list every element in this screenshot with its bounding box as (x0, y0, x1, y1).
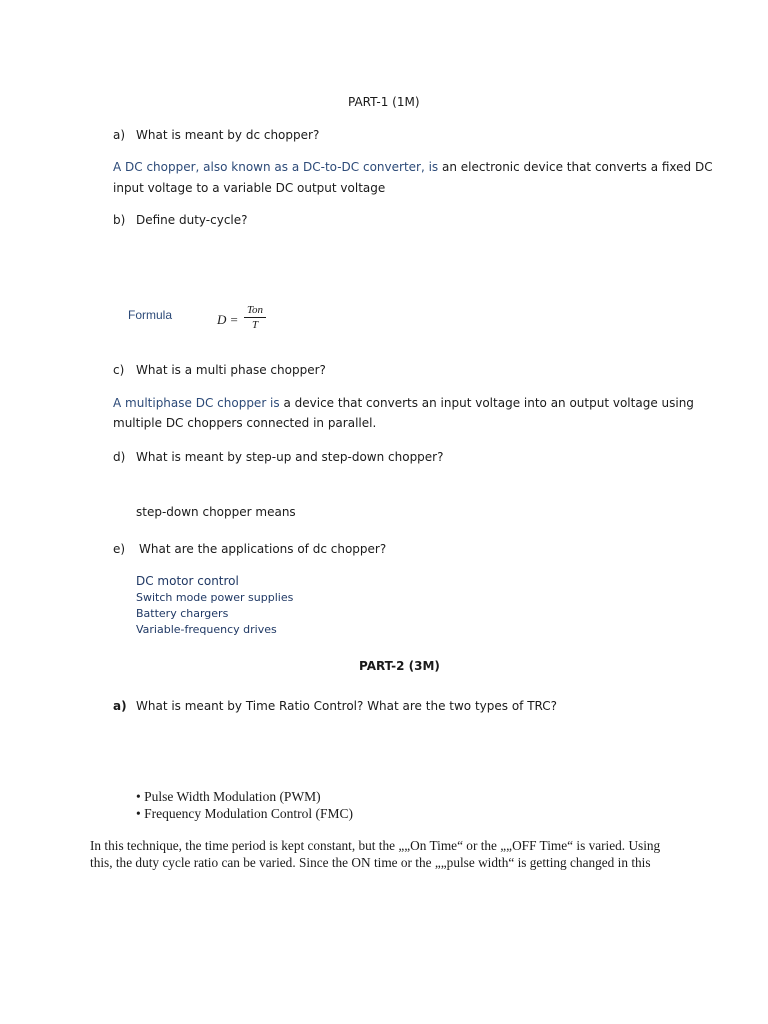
fraction-bar (244, 317, 266, 318)
answer-a-line2: input voltage to a variable DC output voltage (113, 181, 386, 195)
question-text: What is meant by Time Ratio Control? What are the two types of TRC? (136, 699, 558, 713)
part2-heading: PART-2 (3M) (359, 659, 440, 673)
question-c (113, 363, 326, 377)
question-text: What is meant by step-up and step-down chopper? (136, 450, 444, 464)
question-text: Define duty-cycle? (136, 213, 248, 227)
part1-heading: PART-1 (1M) (348, 95, 420, 109)
application-item: Variable-frequency drives (136, 623, 277, 636)
answer-c-line1 (113, 396, 694, 410)
application-item: Battery chargers (136, 607, 229, 620)
question-label: c) (113, 363, 125, 377)
formula-lhs: D = (217, 312, 239, 327)
question-d (113, 450, 444, 464)
answer-a-line1 (113, 160, 713, 174)
formula-numerator: Ton (246, 304, 264, 316)
question-label: b) (113, 213, 126, 227)
formula-denominator: T (251, 319, 259, 331)
question-a (113, 128, 319, 142)
question-text: What is meant by dc chopper? (136, 128, 320, 142)
answer-d: step-down chopper means (136, 505, 296, 519)
trc-type-item: • Frequency Modulation Control (FMC) (136, 806, 353, 821)
question-text: What is a multi phase chopper? (136, 363, 326, 377)
answer-c-line2: multiple DC choppers connected in parallel. (113, 416, 377, 430)
paragraph-line: In this technique, the time period is kept constant, but the „„On Time“ or the „„OFF Time“ is varied. Using (90, 838, 661, 853)
answer-text: a device that converts an input voltage into an output voltage using (279, 396, 694, 410)
trc-type-item: • Pulse Width Modulation (PWM) (136, 789, 321, 804)
answer-text: an electronic device that converts a fixed DC (438, 160, 713, 174)
question-label: d) (113, 450, 126, 464)
part2-question-a (113, 699, 557, 713)
paragraph-line: this, the duty cycle ratio can be varied. Since the ON time or the „„pulse width“ is getting changed in this (90, 855, 651, 870)
question-label: e) (113, 542, 126, 556)
answer-highlight: A DC chopper, also known as a DC-to-DC converter, is (113, 160, 439, 174)
question-b (113, 213, 248, 227)
application-item: DC motor control (136, 574, 239, 588)
application-item: Switch mode power supplies (136, 591, 294, 604)
question-label: a) (113, 128, 126, 142)
formula-label: Formula (128, 308, 173, 322)
answer-highlight: A multiphase DC chopper is (113, 396, 280, 410)
formula-fraction (244, 304, 266, 331)
question-label: a) (113, 699, 127, 713)
question-text: What are the applications of dc chopper? (139, 542, 387, 556)
question-e (113, 542, 386, 556)
